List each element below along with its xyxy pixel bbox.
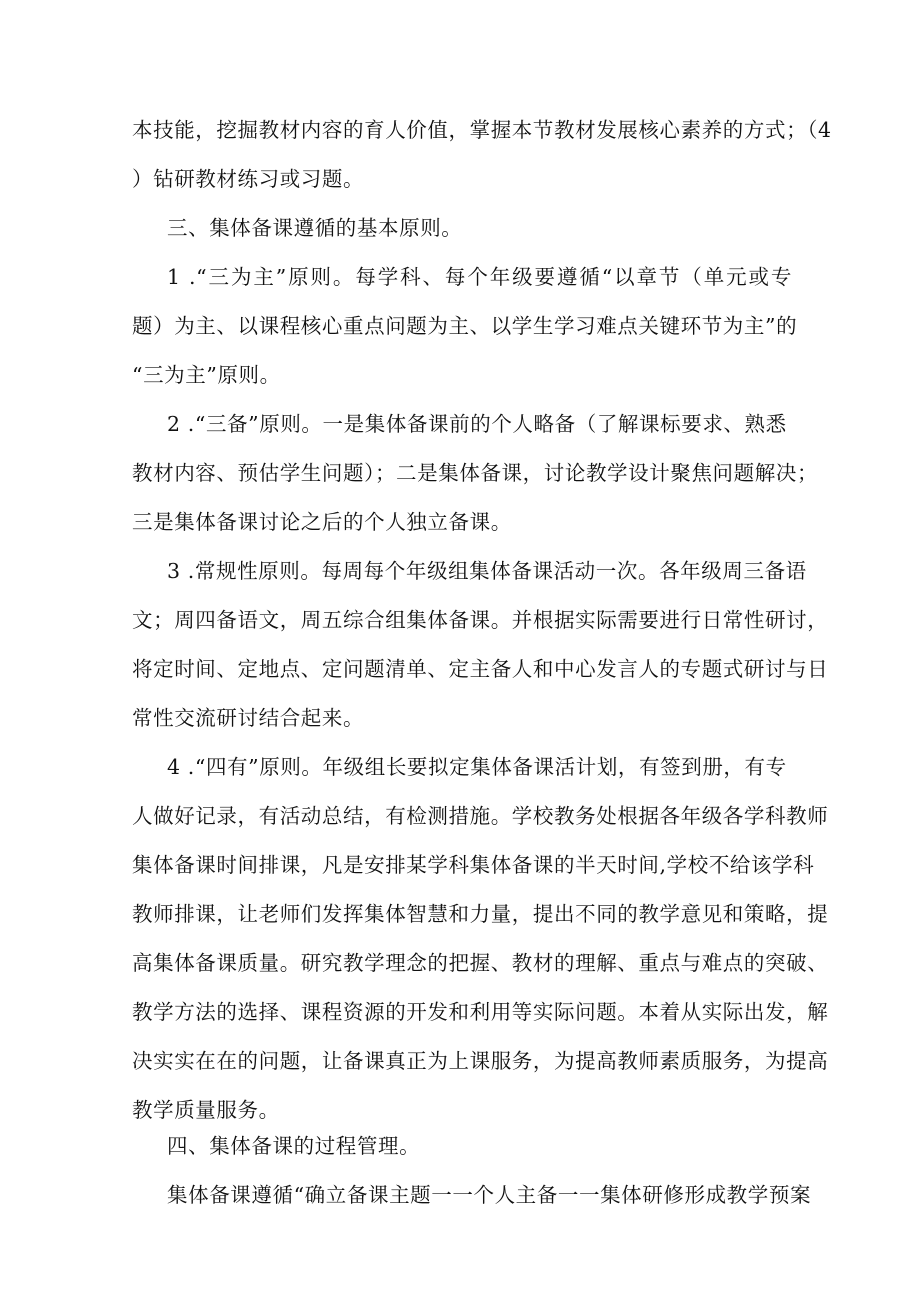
text-line: 三是集体备课讨论之后的个人独立备课。	[132, 510, 512, 534]
text-line: 3 .常规性原则。每周每个年级组集体备课活动一次。各年级周三备语	[167, 559, 807, 583]
text-line: 题）为主、以课程核心重点问题为主、以学生学习难点关键环节为主”的	[132, 314, 798, 338]
text-line: 常性交流研讨结合起来。	[132, 706, 365, 730]
text-line: 集体备课时间排课，凡是安排某学科集体备课的半天时间,学校不给该学科	[132, 853, 815, 877]
text-line: 本技能，挖掘教材内容的育人价值，掌握本节教材发展核心素养的方式；（4	[132, 118, 832, 142]
text-line: 高集体备课质量。研究教学理念的把握、教材的理解、重点与难点的突破、	[132, 951, 829, 975]
text-line: 4 .“四有”原则。年级组长要拟定集体备课活计划，有签到册，有专	[167, 755, 787, 779]
text-line: “三为主”原则。	[132, 363, 281, 387]
text-line: 2 .“三备”原则。一是集体备课前的个人略备（了解课标要求、熟悉	[167, 412, 787, 436]
section-heading: 三、集体备课遵循的基本原则。	[167, 216, 463, 240]
text-line: 决实实在在的问题，让备课真正为上课服务，为提高教师素质服务，为提高	[132, 1049, 829, 1073]
text-line: 集体备课遵循“确立备课主题一一个人主备一一集体研修形成教学预案	[167, 1183, 812, 1207]
text-line: 将定时间、定地点、定问题清单、定主备人和中心发言人的专题式研讨与日	[132, 657, 829, 681]
text-line: 文；周四备语文，周五综合组集体备课。并根据实际需要进行日常性研讨，	[132, 608, 829, 632]
section-heading: 四、集体备课的过程管理。	[167, 1134, 421, 1158]
text-line: ）钻研教材练习或习题。	[132, 167, 365, 191]
text-line: 教材内容、预估学生问题）；二是集体备课，讨论教学设计聚焦问题解决；	[132, 461, 819, 485]
text-line: 教师排课，让老师们发挥集体智慧和力量，提出不同的教学意见和策略，提	[132, 902, 829, 926]
text-line: 1 .“三为主”原则。每学科、每个年级要遵循“以章节（单元或专	[167, 265, 792, 289]
text-line: 教学质量服务。	[132, 1098, 280, 1122]
text-line: 人做好记录，有活动总结，有检测措施。学校教务处根据各年级各学科教师	[132, 804, 829, 828]
text-line: 教学方法的选择、课程资源的开发和利用等实际问题。本着从实际出发，解	[132, 1000, 829, 1024]
